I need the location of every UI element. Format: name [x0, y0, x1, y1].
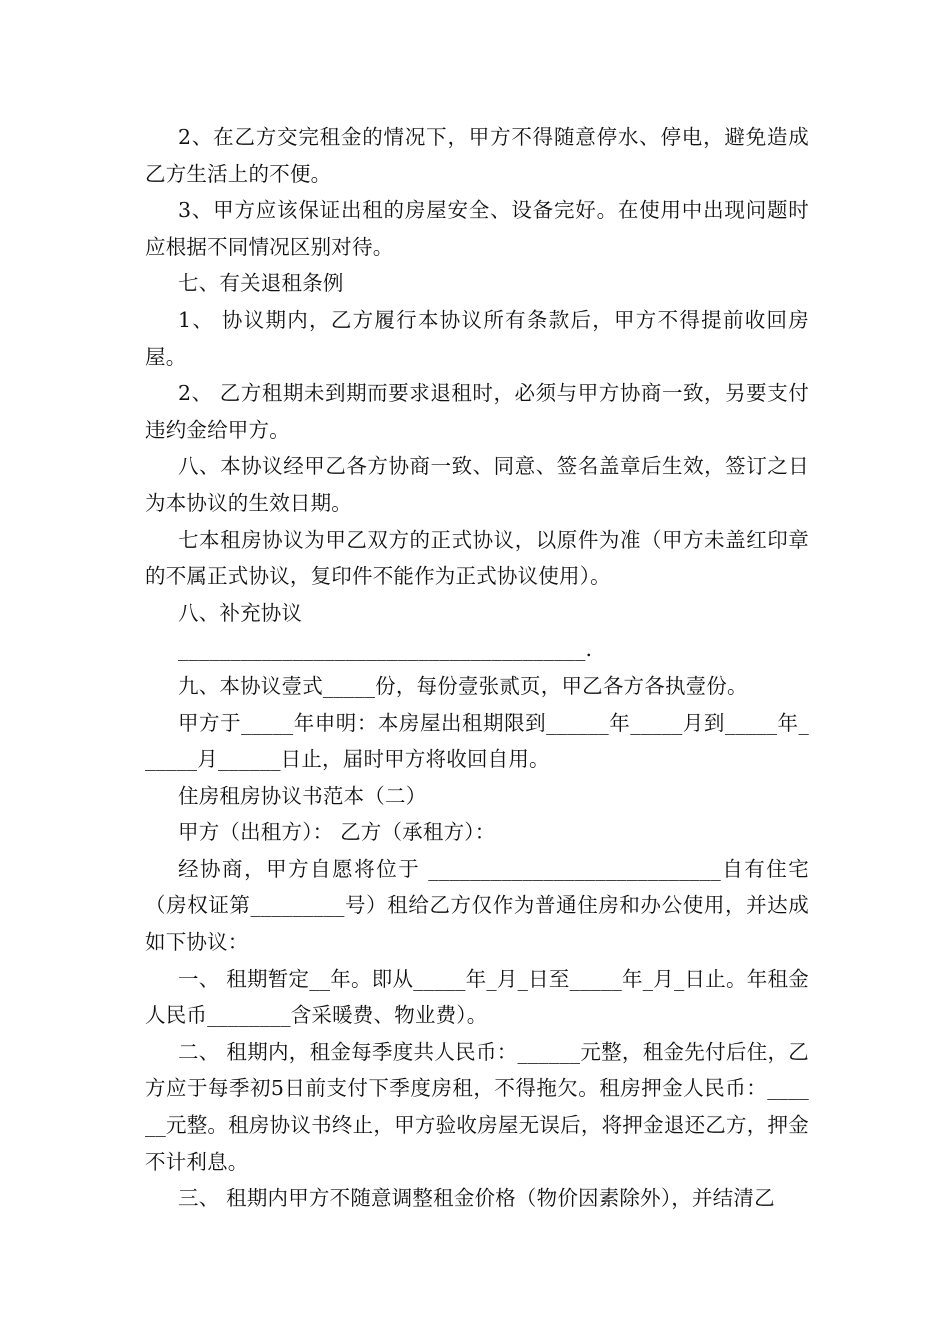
clause-7-1: 1、 协议期内，乙方履行本协议所有条款后，甲方不得提前收回房屋。 — [145, 307, 809, 369]
intro-paragraph: 经协商，甲方自愿将位于 ____________________________自有住宅（房权证第_________号）租给乙方仅作为普通住房和办公使用，并达成如下协议： — [145, 856, 809, 955]
clause-2-rent: 二、 租期内，租金每季度共人民币：______元整，租金先付后住，乙方应于每季初5日前支付下季度房租，不得拖欠。租房押金人民币：______元整。租房协议书终止，甲方验收房屋无误后，将押金退还乙方，押金不计利息。 — [145, 1039, 809, 1174]
clause-2-no-water-cut: 2、在乙方交完租金的情况下，甲方不得随意停水、停电，避免造成乙方生活上的不便。 — [145, 125, 809, 186]
clause-3-house-safety: 3、甲方应该保证出租的房屋安全、设备完好。在使用中出现问题时应根据不同情况区别对待。 — [145, 198, 809, 259]
section-7-heading: 七、有关退租条例 — [178, 271, 344, 296]
supplementary-blank-line: _______________________________________. — [178, 637, 593, 662]
clause-7-2: 2、 乙方租期未到期而要求退租时，必须与甲方协商一致，另要支付违约金给甲方。 — [145, 381, 809, 442]
document-page — [145, 119, 809, 1217]
clause-1-term: 一、 租期暂定__年。即从_____年_月_日至_____年_月_日止。年租金人民币________含采暖费、物业费）。 — [145, 966, 809, 1028]
clause-3-price: 三、 租期内甲方不随意调整租金价格（物价因素除外），并结清乙 — [178, 1186, 775, 1211]
section-8-effective: 八、本协议经甲乙各方协商一致、同意、签名盖章后生效，签订之日为本协议的生效日期。 — [145, 454, 809, 515]
supplementary-heading: 八、补充协议 — [178, 600, 303, 625]
formal-agreement-clause: 七本租房协议为甲乙双方的正式协议，以原件为准（甲方未盖红印章的不属正式协议，复印件不能作为正式协议使用）。 — [145, 527, 809, 589]
landlord-declaration: 甲方于_____年申明：本房屋出租期限到______年_____月到_____年______月______日止，届时甲方将收回自用。 — [145, 710, 809, 772]
section-9-copies: 九、本协议壹式_____份，每份壹张贰页，甲乙各方各执壹份。 — [178, 673, 748, 698]
template-2-title: 住房租房协议书范本（二） — [178, 783, 427, 808]
parties-line: 甲方（出租方）： 乙方（承租方）： — [178, 820, 496, 845]
